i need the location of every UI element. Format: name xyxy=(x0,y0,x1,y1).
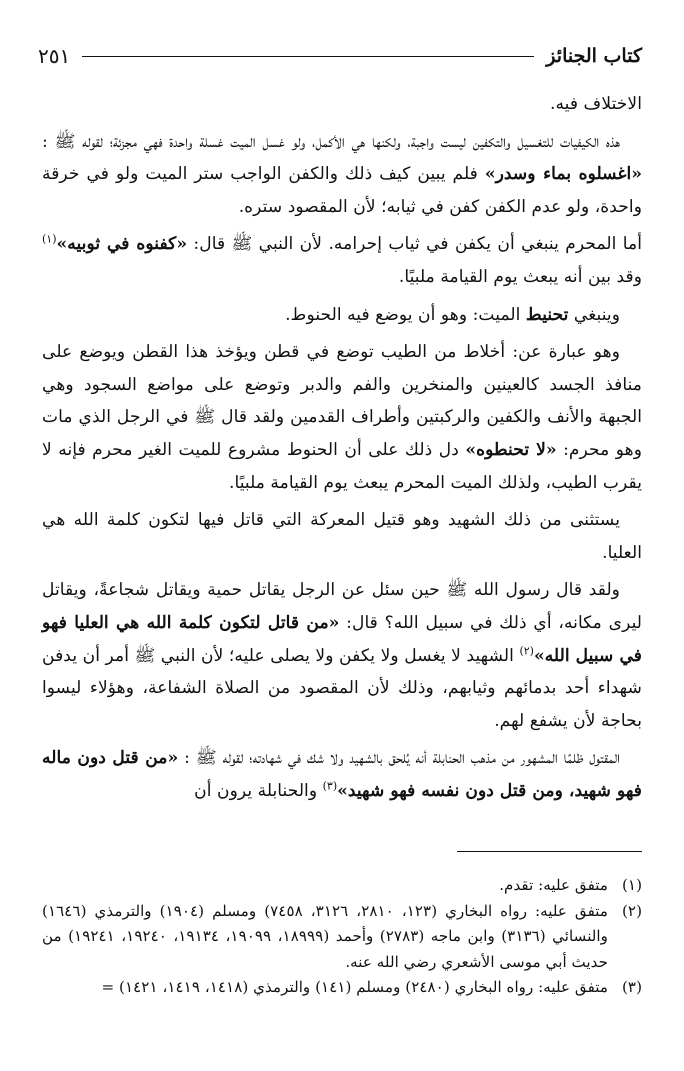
paragraph xyxy=(42,742,642,807)
footnote-text: متفق عليه: تقدم. xyxy=(499,876,608,894)
footnote-marker: (١) xyxy=(42,232,57,246)
footnote-text: متفق عليه: رواه البخاري (١٢٣، ٢٨١٠، ٣١٢٦، ٧٤٥٨) ومسلم (١٩٠٤) والترمذي (١٦٤٦) والنسائي (٣١٣٦) وابن ماجه (٢٧٨٣) وأحمد (١٨٩٩٩، ١٩٠٩٩، ١٩١٣٤، ١٩٢٤٠، ١٩٢٤١) من حديث أبي موسى الأشعري رضي الله عنه. xyxy=(42,901,608,971)
paragraph xyxy=(42,228,642,293)
footnote xyxy=(42,899,642,976)
paragraph xyxy=(42,126,642,224)
emphasis-text: «من قتل دون ماله فهو شهيد، ومن قتل دون نفسه فهو شهيد» xyxy=(42,748,642,801)
emphasis-text: «من قاتل لتكون كلمة الله هي العليا فهو في سبيل الله» xyxy=(42,612,642,666)
text-run: هذه الكيفيات للتغسيل والتكفين ليست واجبة، ولكنها هي الأكمل، ولو غسل الميت غسلة واحدة فهي مجزئة؛ لقوله ﷺ : xyxy=(42,131,620,152)
footnote xyxy=(42,873,642,899)
text-run: ولقد قال رسول الله ﷺ حين سئل عن الرجل يقاتل حمية ويقاتل شجاعةً، ويقاتل ليرى مكانه، أي ذلك في سبيل الله؟ قال: xyxy=(42,580,642,633)
footnote-number: (٢) xyxy=(621,901,642,920)
paragraph xyxy=(42,88,642,121)
paragraph xyxy=(42,336,642,499)
emphasis-text: «لا تحنطوه» xyxy=(465,439,557,460)
paragraph xyxy=(42,574,642,737)
text-run: فلم يبين كيف ذلك والكفن الواجب ستر الميت ولو في خرقة واحدة، ولو عدم الكفن كفن في ثيابه؛ لأن المقصود ستره. xyxy=(42,164,642,217)
footnote-marker: (٢) xyxy=(519,643,534,657)
emphasis-text: «كفنوه في ثوبيه» xyxy=(56,234,188,255)
text-run: وقد بين أنه يبعث يوم القيامة ملبيًا. xyxy=(398,266,642,287)
page-header xyxy=(38,38,642,74)
footnote-marker: (٣) xyxy=(322,779,338,793)
text-run: الميت: وهو أن يوضع فيه الحنوط. xyxy=(285,304,526,325)
text-run: الاختلاف فيه. xyxy=(549,94,642,114)
footnote-number: (١) xyxy=(621,876,642,894)
main-text xyxy=(42,88,642,807)
text-run: الشهيد لا يغسل ولا يكفن ولا يصلى عليه؛ لأن النبي ﷺ أمر أن يدفن شهداء أحد بدمائهم وثيابهم، وذلك لأن المقصود من الصلاة الشفاعة، وهؤلاء ليسوا بحاجة لأن يشفع لهم. xyxy=(42,645,642,731)
text-run: يستثنى من ذلك الشهيد وهو قتيل المعركة التي قاتل فيها لتكون كلمة الله هي العليا. xyxy=(42,510,642,563)
text-run: والحنابلة يرون أن xyxy=(194,780,323,801)
text-run: دل ذلك على أن الحنوط مشروع للميت الغير محرم فإنه لا يقرب الطيب، ولذلك الميت المحرم يبعث يوم القيامة ملبيًا. xyxy=(42,439,642,493)
text-run: المقتول ظلمًا المشهور من مذهب الحنابلة أنه يُلحق بالشهيد ولا شك في شهادته؛ لقوله ﷺ : xyxy=(178,748,620,769)
footnote-text: متفق عليه: رواه البخاري (٢٤٨٠) ومسلم (١٤١) والترمذي (١٤١٨، ١٤١٩، ١٤٢١) = xyxy=(101,978,608,997)
footnote-number: (٣) xyxy=(621,978,642,997)
page-number: ٢٥١ xyxy=(38,44,71,68)
text-run: وينبغي xyxy=(568,304,620,325)
paragraph xyxy=(42,504,642,569)
footnotes xyxy=(42,873,642,1001)
paragraph xyxy=(42,299,642,332)
text-run: وهو عبارة عن: أخلاط من الطيب توضع في قطن ويؤخذ هذا القطن ويوضع على منافذ الجسد كالعينين والمنخرين والفم والدبر وتوضع على مواضع السجود وهي الجبهة والأنف والكفين والركبتين وأطراف القدمين ولقد قال ﷺ في الرجل الذي مات وهو محرم: xyxy=(42,342,642,460)
text-run: أما المحرم ينبغي أن يكفن في ثياب إحرامه. لأن النبي ﷺ قال: xyxy=(187,234,642,255)
footnote xyxy=(42,975,642,1001)
emphasis-text: تحنيط xyxy=(525,304,569,325)
emphasis-text: «اغسلوه بماء وسدر» xyxy=(484,164,642,185)
header-rule xyxy=(82,56,534,57)
chapter-title: كتاب الجنائز xyxy=(546,45,642,67)
footnote-separator xyxy=(457,851,642,852)
